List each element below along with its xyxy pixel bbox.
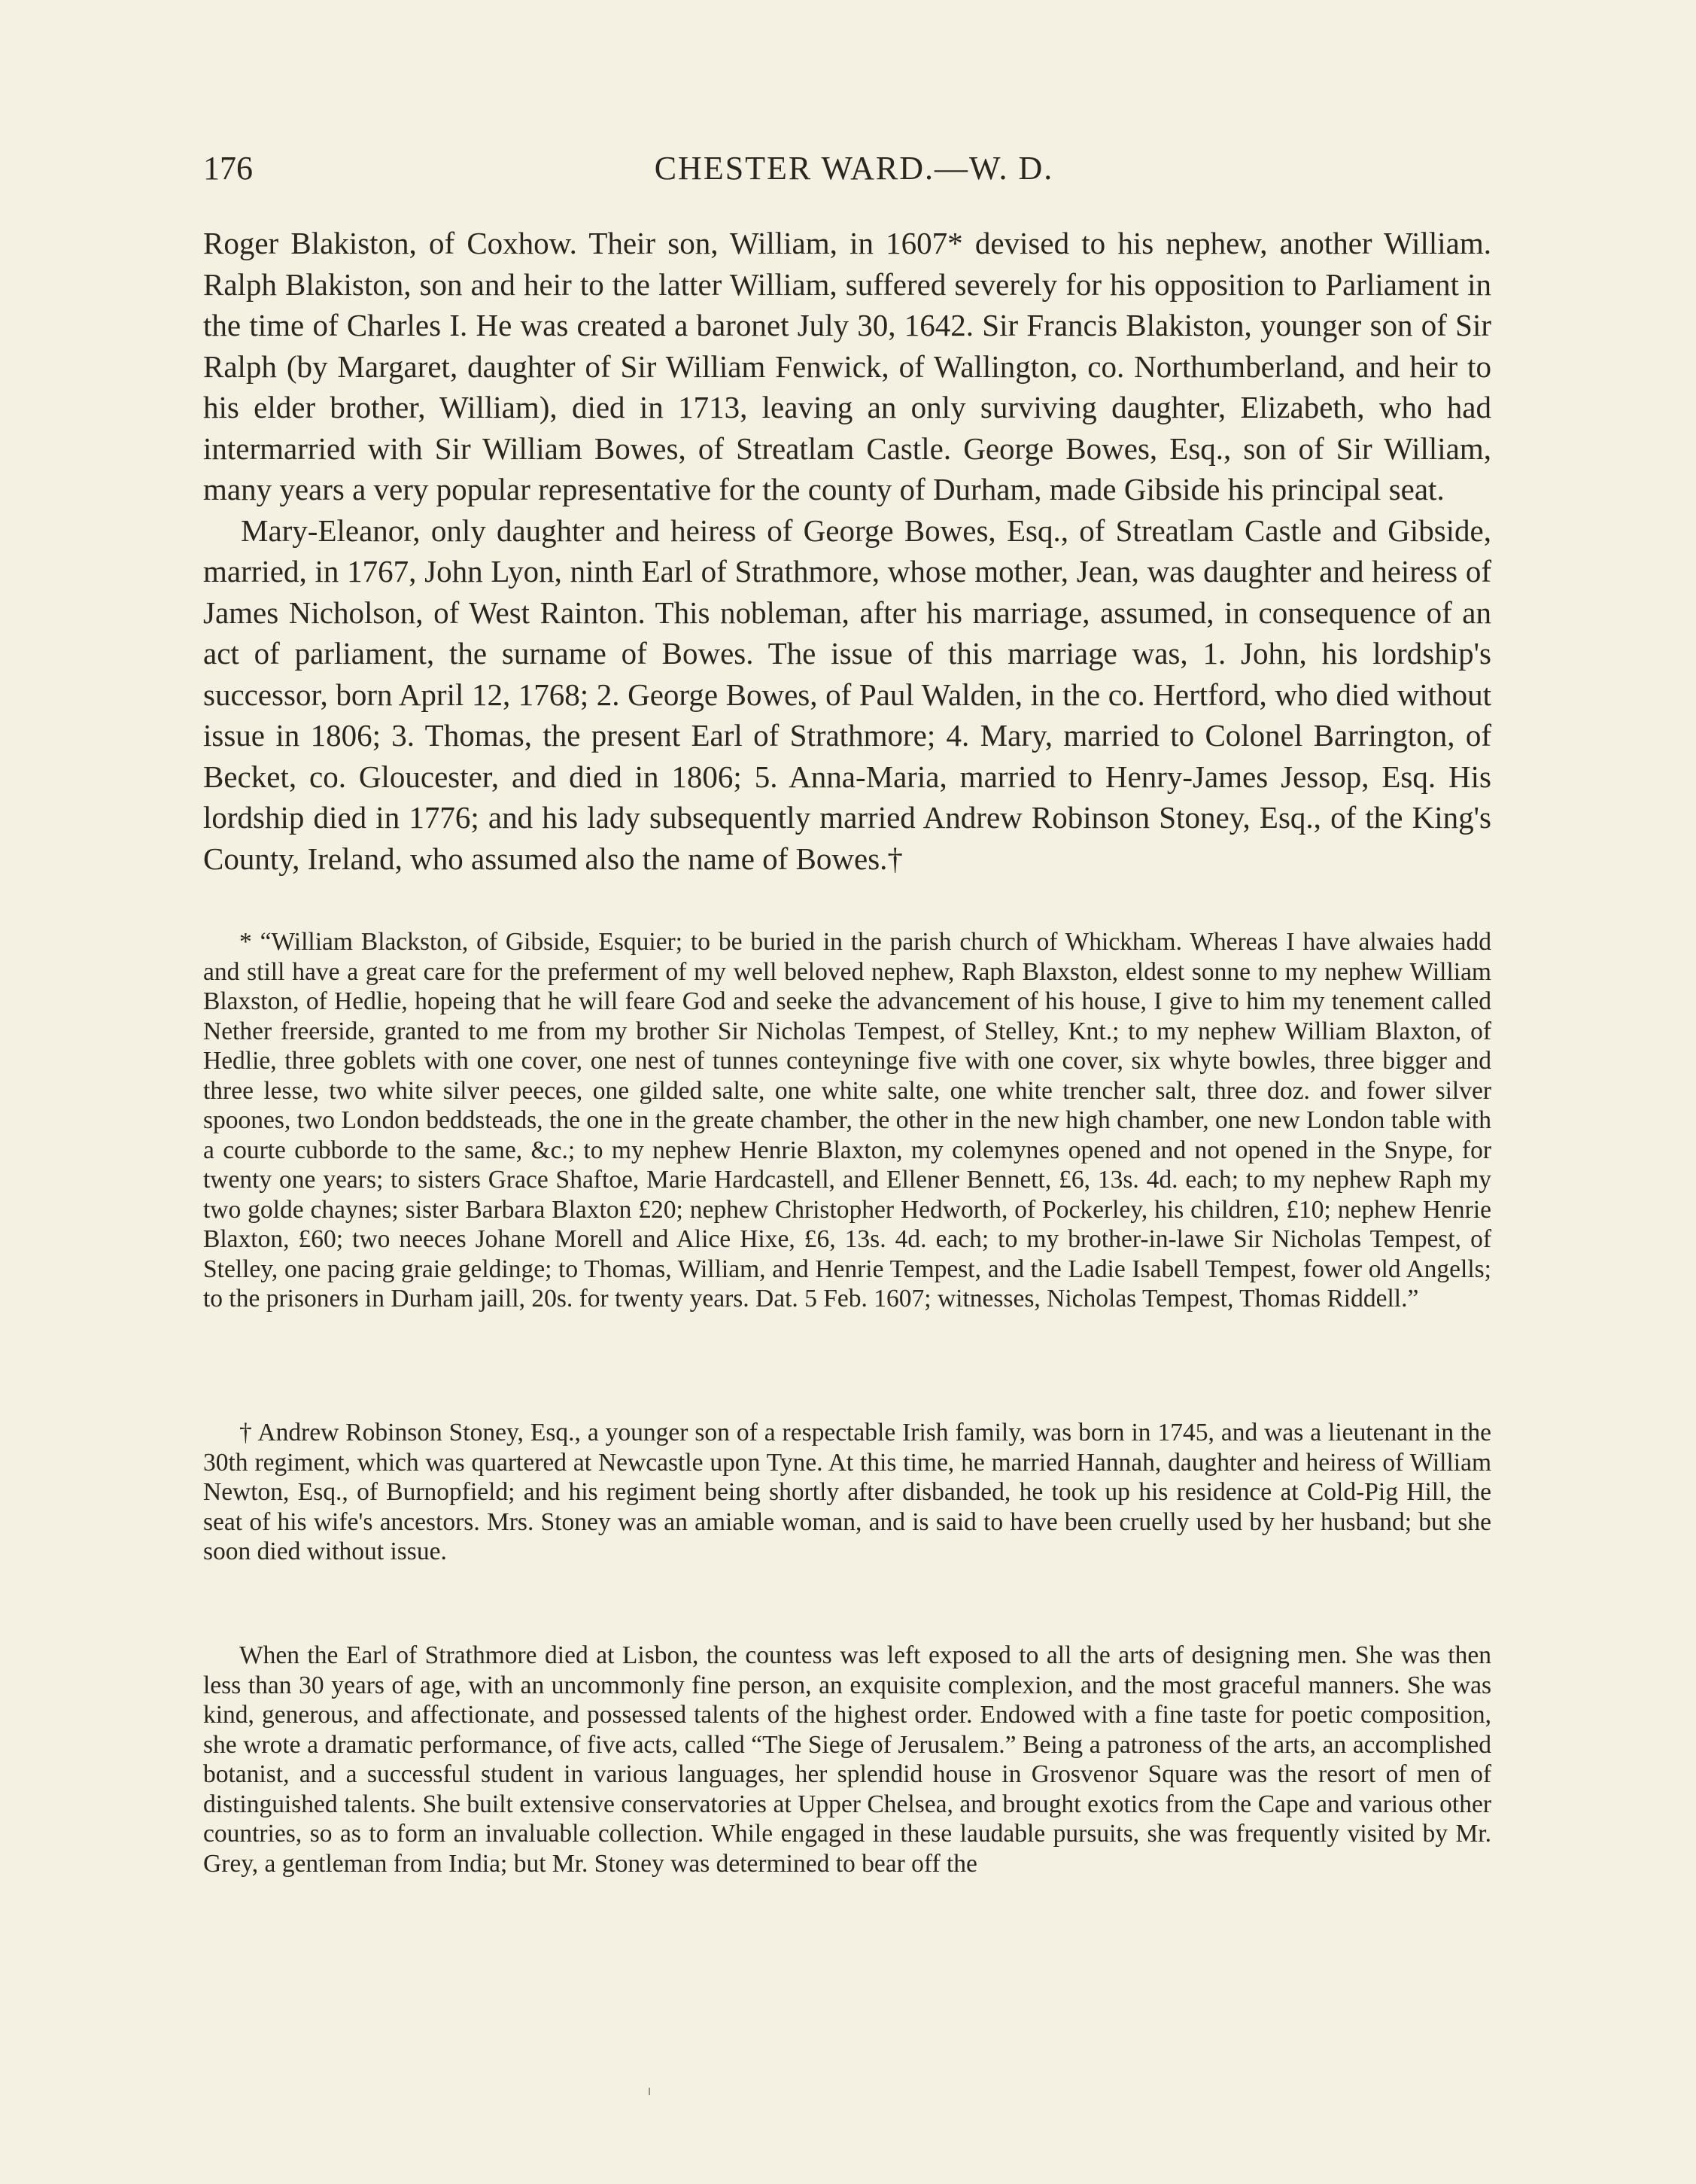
page-number: 176 xyxy=(203,150,253,187)
print-speck xyxy=(649,2088,650,2095)
running-head: CHESTER WARD.—W. D. xyxy=(654,150,1054,187)
footnote-will: * “William Blackston, of Gibside, Esquier; to be buried in the parish church of Whickham. Whereas I have alwaies hadd and still have a great care for the preferment of my well beloved nephew, Raph Blaxston, eldest sonne to my nephew William Blaxston, of Hedlie, hopeing that he will feare God and seeke the advancement of his house, I give to him my tenement called Nether freerside, granted to me from my brother Sir Nicholas Tempest, of Stelley, Knt.; to my nephew William Blaxton, of Hedlie, three goblets with one cover, one nest of tunnes conteyninge five with one cover, six whyte bowles, three bigger and three lesse, two white silver peeces, one gilded salte, one white salte, one white trencher salt, three doz. and fower silver spoones, two London beddsteads, the one in the greate chamber, the other in the new high chamber, one new London table with a courte cubborde to the same, &c.; to my nephew Henrie Blaxton, my colemynes opened and not opened in the Snype, for twenty one years; to sisters Grace Shaftoe, Marie Hardcastell, and Ellener Bennett, £6, 13s. 4d. each; to my nephew Raph my two golde chaynes; sister Barbara Blaxton £20; nephew Christopher Hedworth, of Pockerley, his children, £10; nephew Henrie Blaxton, £60; two neeces Johane Morell and Alice Hixe, £6, 13s. 4d. each; to my brother-in-lawe Sir Nicholas Tempest, of Stelley, one pacing graie geldinge; to Thomas, William, and Henrie Tempest, and the Ladie Isabell Tempest, fower old Angells; to the prisoners in Durham jaill, 20s. for twenty years. Dat. 5 Feb. 1607; witnesses, Nicholas Tempest, Thomas Riddell.” xyxy=(203,928,1491,1313)
page-header xyxy=(203,149,1505,194)
footnote-stoney: † Andrew Robinson Stoney, Esq., a younger son of a respectable Irish family, was born in 1745, and was a lieutenant in the 30th regiment, which was quartered at Newcastle upon Tyne. At this time, he married Hannah, daughter and heiress of William Newton, Esq., of Burnopfield; and his regiment being shortly after disbanded, he took up his residence at Cold-Pig Hill, the seat of his wife's ancestors. Mrs. Stoney was an amiable woman, and is said to have been cruelly used by her husband; but she soon died without issue. xyxy=(203,1419,1491,1565)
footnote-countess: When the Earl of Strathmore died at Lisbon, the countess was left exposed to all the arts of designing men. She was then less than 30 years of age, with an uncommonly fine person, an exquisite complexion, and the most graceful manners. She was kind, generous, and affectionate, and possessed talents of the highest order. Endowed with a fine taste for poetic composition, she wrote a dramatic performance, of five acts, called “The Siege of Jerusalem.” Being a patroness of the arts, an accomplished botanist, and a successful student in various languages, her splendid house in Grosvenor Square was the resort of men of distinguished talents. She built extensive conservatories at Upper Chelsea, and brought exotics from the Cape and various other countries, so as to form an invaluable collection. While engaged in these laudable pursuits, she was frequently visited by Mr. Grey, a gentleman from India; but Mr. Stoney was determined to bear off the xyxy=(203,1641,1491,1878)
main-text xyxy=(203,223,1491,879)
paragraph-blakiston: Roger Blakiston, of Coxhow. Their son, William, in 1607* devised to his nephew, another William. Ralph Blakiston, son and heir to the latter William, suffered severely for his opposition to Parliament in the time of Charles I. He was created a baronet July 30, 1642. Sir Francis Blakiston, younger son of Sir Ralph (by Margaret, daughter of Sir William Fenwick, of Wallington, co. Northumberland, and heir to his elder brother, William), died in 1713, leaving an only surviving daughter, Elizabeth, who had intermarried with Sir William Bowes, of Streatlam Castle. George Bowes, Esq., son of Sir William, many years a very popular representative for the county of Durham, made Gibside his principal seat. xyxy=(203,226,1491,506)
paragraph-mary-eleanor: Mary-Eleanor, only daughter and heiress of George Bowes, Esq., of Streatlam Castle and Gibside, married, in 1767, John Lyon, ninth Earl of Strathmore, whose mother, Jean, was daughter and heiress of James Nicholson, of West Rainton. This nobleman, after his marriage, assumed, in consequence of an act of parliament, the surname of Bowes. The issue of this marriage was, 1. John, his lordship's successor, born April 12, 1768; 2. George Bowes, of Paul Walden, in the co. Hertford, who died without issue in 1806; 3. Thomas, the present Earl of Strathmore; 4. Mary, married to Colonel Barrington, of Becket, co. Gloucester, and died in 1806; 5. Anna-Maria, married to Henry-James Jessop, Esq. His lordship died in 1776; and his lady subsequently married Andrew Robinson Stoney, Esq., of the King's County, Ireland, who assumed also the name of Bowes.† xyxy=(203,513,1491,876)
